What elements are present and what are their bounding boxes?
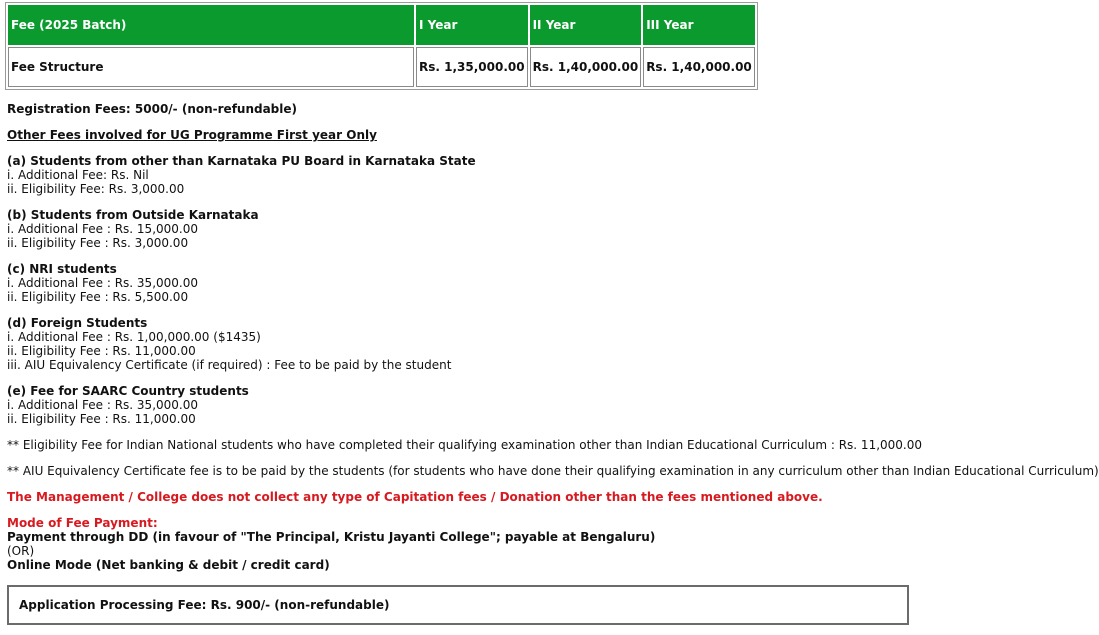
section-b-line-2: ii. Eligibility Fee : Rs. 3,000.00	[7, 236, 189, 250]
eligibility-note: ** Eligibility Fee for Indian National students who have completed their qualifying examination other than Indian Educational Curriculum : Rs. 11,000.00	[7, 438, 923, 452]
section-c-line-1: i. Additional Fee : Rs. 35,000.00	[7, 276, 198, 290]
fee-details	[7, 102, 1099, 572]
payment-dd: Payment through DD (in favour of "The Principal, Kristu Jayanti College"; payable at Bengaluru)	[7, 530, 656, 544]
registration-fee: Registration Fees: 5000/- (non-refundable)	[7, 102, 298, 116]
section-b	[7, 208, 969, 250]
section-a	[7, 154, 969, 196]
section-b-line-1: i. Additional Fee : Rs. 15,000.00	[7, 222, 198, 236]
payment-or: (OR)	[7, 544, 35, 558]
fee-structure-label: Fee Structure	[8, 47, 414, 87]
section-b-title: (b) Students from Outside Karnataka	[7, 208, 259, 222]
payment-online: Online Mode (Net banking & debit / credit card)	[7, 558, 330, 572]
section-a-line-1: i. Additional Fee: Rs. Nil	[7, 168, 149, 182]
section-d	[7, 316, 969, 372]
fee-table-header-batch: Fee (2025 Batch)	[8, 5, 414, 45]
fee-table-row	[8, 47, 755, 87]
fee-table-header-row	[8, 5, 755, 45]
section-a-line-2: ii. Eligibility Fee: Rs. 3,000.00	[7, 182, 185, 196]
fee-year-3-value: Rs. 1,40,000.00	[643, 47, 755, 87]
fee-table	[5, 2, 758, 90]
fee-year-1-value: Rs. 1,35,000.00	[416, 47, 528, 87]
payment-section	[7, 516, 969, 572]
fee-table-header-year-2: II Year	[530, 5, 642, 45]
other-fees-title: Other Fees involved for UG Programme First year Only	[7, 128, 377, 142]
section-a-title: (a) Students from other than Karnataka PU Board in Karnataka State	[7, 154, 476, 168]
fee-table-header-year-1: I Year	[416, 5, 528, 45]
section-d-line-3: iii. AIU Equivalency Certificate (if required) : Fee to be paid by the student	[7, 358, 452, 372]
section-d-title: (d) Foreign Students	[7, 316, 148, 330]
section-e-title: (e) Fee for SAARC Country students	[7, 384, 249, 398]
application-fee-text: Application Processing Fee: Rs. 900/- (non-refundable)	[19, 598, 390, 612]
section-e-line-2: ii. Eligibility Fee : Rs. 11,000.00	[7, 412, 196, 426]
section-c-line-2: ii. Eligibility Fee : Rs. 5,500.00	[7, 290, 189, 304]
section-c-title: (c) NRI students	[7, 262, 117, 276]
capitation-notice: The Management / College does not collect any type of Capitation fees / Donation other than the fees mentioned above.	[7, 490, 823, 504]
fee-year-2-value: Rs. 1,40,000.00	[530, 47, 642, 87]
section-c	[7, 262, 969, 304]
application-fee-box	[7, 585, 909, 625]
section-e	[7, 384, 969, 426]
payment-mode-title: Mode of Fee Payment:	[7, 516, 158, 530]
section-d-line-1: i. Additional Fee : Rs. 1,00,000.00 ($1435)	[7, 330, 261, 344]
aiu-note: ** AIU Equivalency Certificate fee is to be paid by the students (for students who have done their qualifying examination in any curriculum other than Indian Educational Curriculum)	[7, 464, 1099, 478]
section-d-line-2: ii. Eligibility Fee : Rs. 11,000.00	[7, 344, 196, 358]
fee-table-header-year-3: III Year	[643, 5, 755, 45]
section-e-line-1: i. Additional Fee : Rs. 35,000.00	[7, 398, 198, 412]
